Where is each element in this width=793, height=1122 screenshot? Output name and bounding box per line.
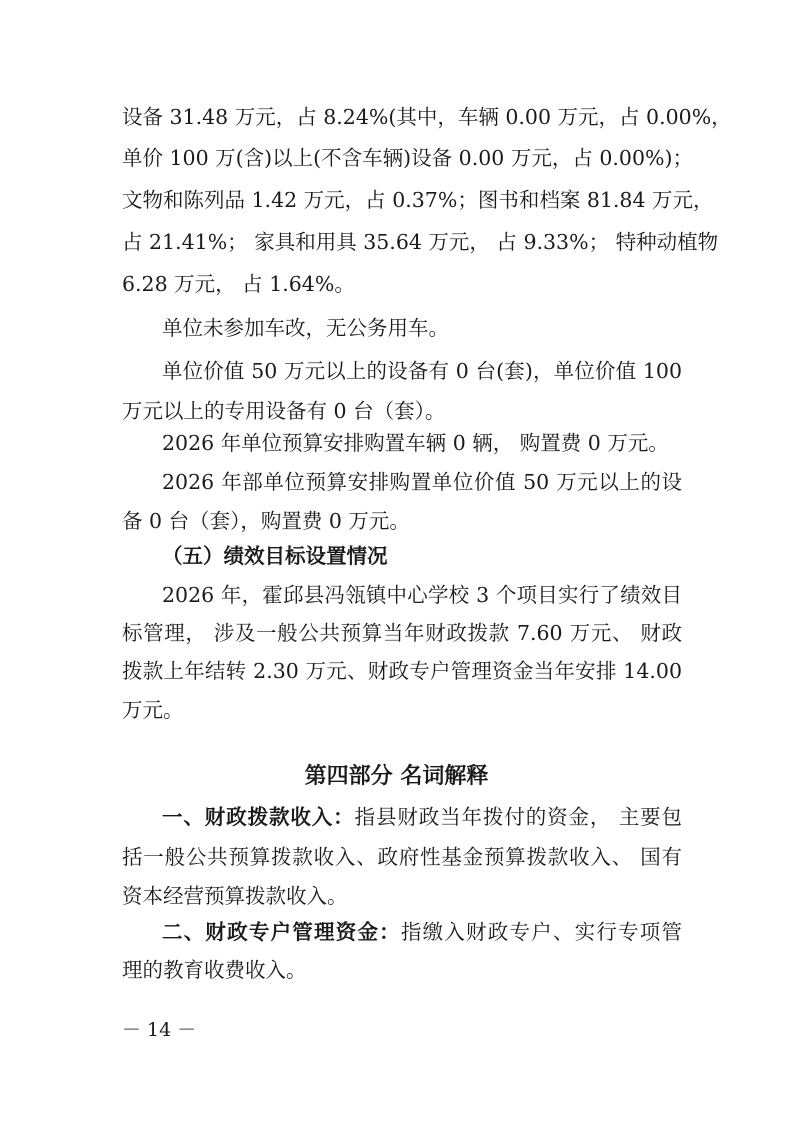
equipment-line-1: 单位价值 50 万元以上的设备有 0 台(套)，单位价值 100 [162, 359, 682, 383]
term1-first-line: 指县财政当年拨付的资金， 主要包 [354, 805, 683, 829]
term2-line-1 [162, 917, 682, 947]
assets-line-5: 6.28 万元， 占 1.64%。 [122, 272, 355, 296]
term2-first-line: 指缴入财政专户、实行专项管 [400, 920, 682, 944]
term1-label: 一、财政拨款收入： [162, 805, 355, 829]
term1-line-1 [162, 802, 682, 832]
equipment-line-2: 万元以上的专用设备有 0 台（套）。 [122, 399, 446, 423]
equipment-budget-line-2: 备 0 台（套），购置费 0 万元。 [122, 509, 410, 533]
performance-line-1: 2026 年，霍邱县冯瓴镇中心学校 3 个项目实行了绩效目 [162, 583, 682, 607]
equipment-budget-line-1: 2026 年部单位预算安排购置单位价值 50 万元以上的设 [162, 470, 682, 494]
vehicle-budget-paragraph: 2026 年单位预算安排购置车辆 0 辆， 购置费 0 万元。 [162, 431, 669, 455]
term2-line-2: 理的教育收费收入。 [122, 958, 307, 982]
performance-line-3: 拨款上年结转 2.30 万元、财政专户管理资金当年安排 14.00 [122, 659, 682, 683]
assets-line-2: 单价 100 万(含)以上(不含车辆)设备 0.00 万元，占 0.00%)； [122, 146, 693, 170]
assets-line-4: 占 21.41%； 家具和用具 35.64 万元， 占 9.33%； 特种动植物 [122, 230, 719, 254]
performance-line-4: 万元。 [122, 698, 184, 722]
term2-label: 二、财政专户管理资金： [162, 920, 401, 944]
term1-line-3: 资本经营预算拨款收入。 [122, 884, 348, 908]
performance-line-2: 标管理， 涉及一般公共预算当年财政拨款 7.60 万元、 财政 [122, 621, 682, 645]
no-car-paragraph: 单位未参加车改，无公务用车。 [162, 316, 449, 340]
assets-line-1: 设备 31.48 万元，占 8.24%(其中，车辆 0.00 万元，占 0.00%， [122, 105, 732, 129]
performance-heading: （五）绩效目标设置情况 [162, 544, 388, 568]
term1-line-2: 括一般公共预算拨款收入、政府性基金预算拨款收入、 国有 [122, 845, 682, 869]
part-four-title: 第四部分 名词解释 [304, 764, 489, 789]
page-number: － 14 － [122, 1019, 197, 1041]
assets-line-3: 文物和陈列品 1.42 万元，占 0.37%；图书和档案 81.84 万元， [122, 188, 714, 212]
